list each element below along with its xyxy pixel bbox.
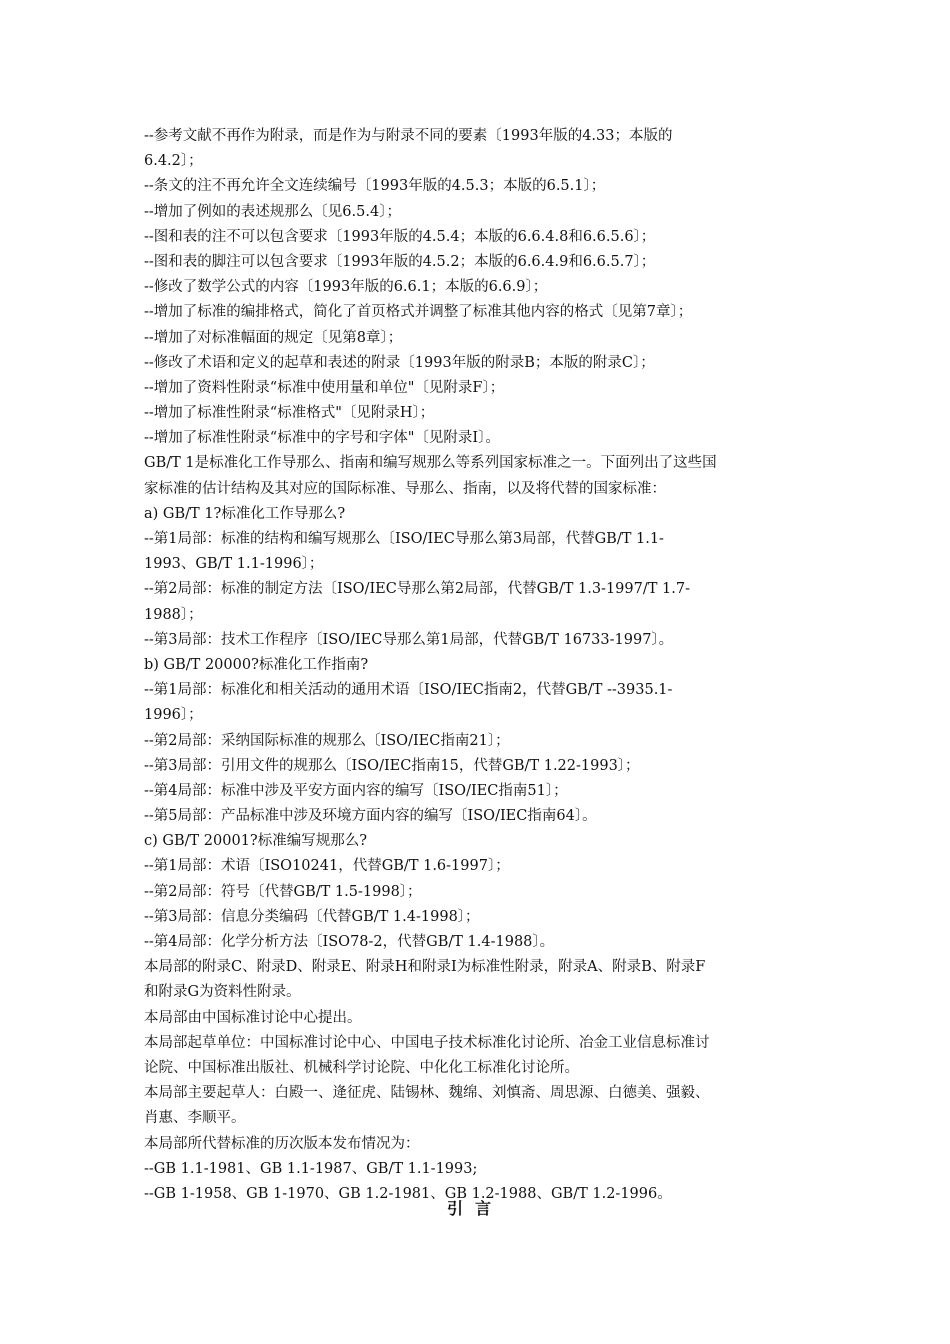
text-line: --增加了资料性附录“标准中使用量和单位"〔见附录F〕； xyxy=(144,379,505,396)
text-line: --第3局部：信息分类编码〔代替GB/T 1.4-1998〕； xyxy=(144,908,480,925)
text-line: --第3局部：技术工作程序〔ISO/IEC导那么第1局部，代替GB/T 16733-1997〕。 xyxy=(144,631,674,648)
text-line: 本局部主要起草人：白殿一、逄征虎、陆锡林、魏绵、刘慎斋、周思源、白德美、强毅、 xyxy=(144,1085,710,1102)
text-line: --第3局部：引用文件的规那么〔ISO/IEC指南15，代替GB/T 1.22-1993〕； xyxy=(144,757,640,774)
text-line: --图和表的注不可以包含要求〔1993年版的4.5.4；本版的6.6.4.8和6.6.5.6〕； xyxy=(144,228,656,245)
text-line: --条文的注不再允许全文连续编号〔1993年版的4.5.3；本版的6.5.1〕； xyxy=(144,178,606,195)
text-line: a) GB/T 1?标准化工作导那么? xyxy=(144,505,346,522)
text-line: --第2局部：符号〔代替GB/T 1.5-1998〕； xyxy=(144,883,422,900)
text-line: --GB 1-1958、GB 1-1970、GB 1.2-1981、GB 1.2-1988、GB/T 1.2-1996。 xyxy=(144,1185,672,1202)
text-line: --增加了标准性附录“标准中的字号和字体"〔见附录I〕。 xyxy=(144,430,500,447)
text-line: --第2局部：标准的制定方法〔ISO/IEC导那么第2局部，代替GB/T 1.3-1997/T 1.7- xyxy=(144,581,690,598)
text-line: --修改了数学公式的内容〔1993年版的6.6.1；本版的6.6.9〕； xyxy=(144,279,548,296)
text-line: 1993、GB/T 1.1-1996〕； xyxy=(144,556,324,573)
text-line: 6.4.2〕； xyxy=(144,153,203,170)
text-line: --图和表的脚注可以包含要求〔1993年版的4.5.2；本版的6.6.4.9和6.6.5.7〕； xyxy=(144,253,656,270)
text-line: 和附录G为资料性附录。 xyxy=(144,984,301,1001)
text-line: b) GB/T 20000?标准化工作指南? xyxy=(144,656,369,673)
text-line: --第4局部：化学分析方法〔ISO78-2，代替GB/T 1.4-1988〕。 xyxy=(144,934,555,950)
text-line: 论院、中国标准出版社、机械科学讨论院、中化化工标准化讨论所。 xyxy=(144,1059,579,1076)
text-line: --增加了例如的表述规那么〔见6.5.4〕； xyxy=(144,203,401,220)
text-line: 本局部起草单位：中国标准讨论中心、中国电子技术标准化讨论所、冶金工业信息标准讨 xyxy=(144,1034,710,1051)
text-line: --参考文献不再作为附录，而是作为与附录不同的要素〔1993年版的4.33；本版的 xyxy=(144,128,673,144)
text-line: 本局部所代替标准的历次版本发布情况为： xyxy=(144,1135,420,1152)
text-line: 1988〕； xyxy=(144,606,203,623)
text-line: 家标准的估计结构及其对应的国际标准、导那么、指南，以及将代替的国家标准： xyxy=(144,480,666,497)
text-line: --第1局部：术语〔ISO10241，代替GB/T 1.6-1997〕； xyxy=(144,858,510,875)
document-body xyxy=(144,124,824,1207)
text-line: 本局部的附录C、附录D、附录E、附录H和附录I为标准性附录，附录A、附录B、附录F xyxy=(144,959,706,976)
text-line: --第1局部：标准化和相关活动的通用术语〔ISO/IEC指南2，代替GB/T --3935.1- xyxy=(144,682,673,699)
text-line: --第2局部：采纳国际标准的规那么〔ISO/IEC指南21〕； xyxy=(144,732,510,749)
text-line: 1996〕； xyxy=(144,707,203,724)
text-line: --第5局部：产品标准中涉及环境方面内容的编写〔ISO/IEC指南64〕。 xyxy=(144,808,597,825)
text-line: c) GB/T 20001?标准编写规那么? xyxy=(144,833,367,850)
text-line: --增加了标准的编排格式，简化了首页格式并调整了标准其他内容的格式〔见第7章〕； xyxy=(144,304,693,321)
text-line: GB/T 1是标准化工作导那么、指南和编写规那么等系列国家标准之一。下面列出了这些国 xyxy=(144,455,717,472)
text-line: --第4局部：标准中涉及平安方面内容的编写〔ISO/IEC指南51〕； xyxy=(144,782,568,799)
text-line: --第1局部：标准的结构和编写规那么〔ISO/IEC导那么第3局部，代替GB/T 1.1- xyxy=(144,531,664,547)
text-line: 肖惠、李顺平。 xyxy=(144,1110,246,1127)
text-line: 本局部由中国标准讨论中心提出。 xyxy=(144,1009,362,1026)
text-line: --修改了术语和定义的起草和表述的附录〔1993年版的附录B；本版的附录C〕； xyxy=(144,354,655,371)
section-heading: 引言 xyxy=(446,1199,503,1218)
text-line: --GB 1.1-1981、GB 1.1-1987、GB/T 1.1-1993; xyxy=(144,1160,478,1177)
text-line: --增加了对标准幅面的规定〔见第8章〕； xyxy=(144,329,403,346)
text-line: --增加了标准性附录“标准格式"〔见附录H〕； xyxy=(144,405,435,422)
